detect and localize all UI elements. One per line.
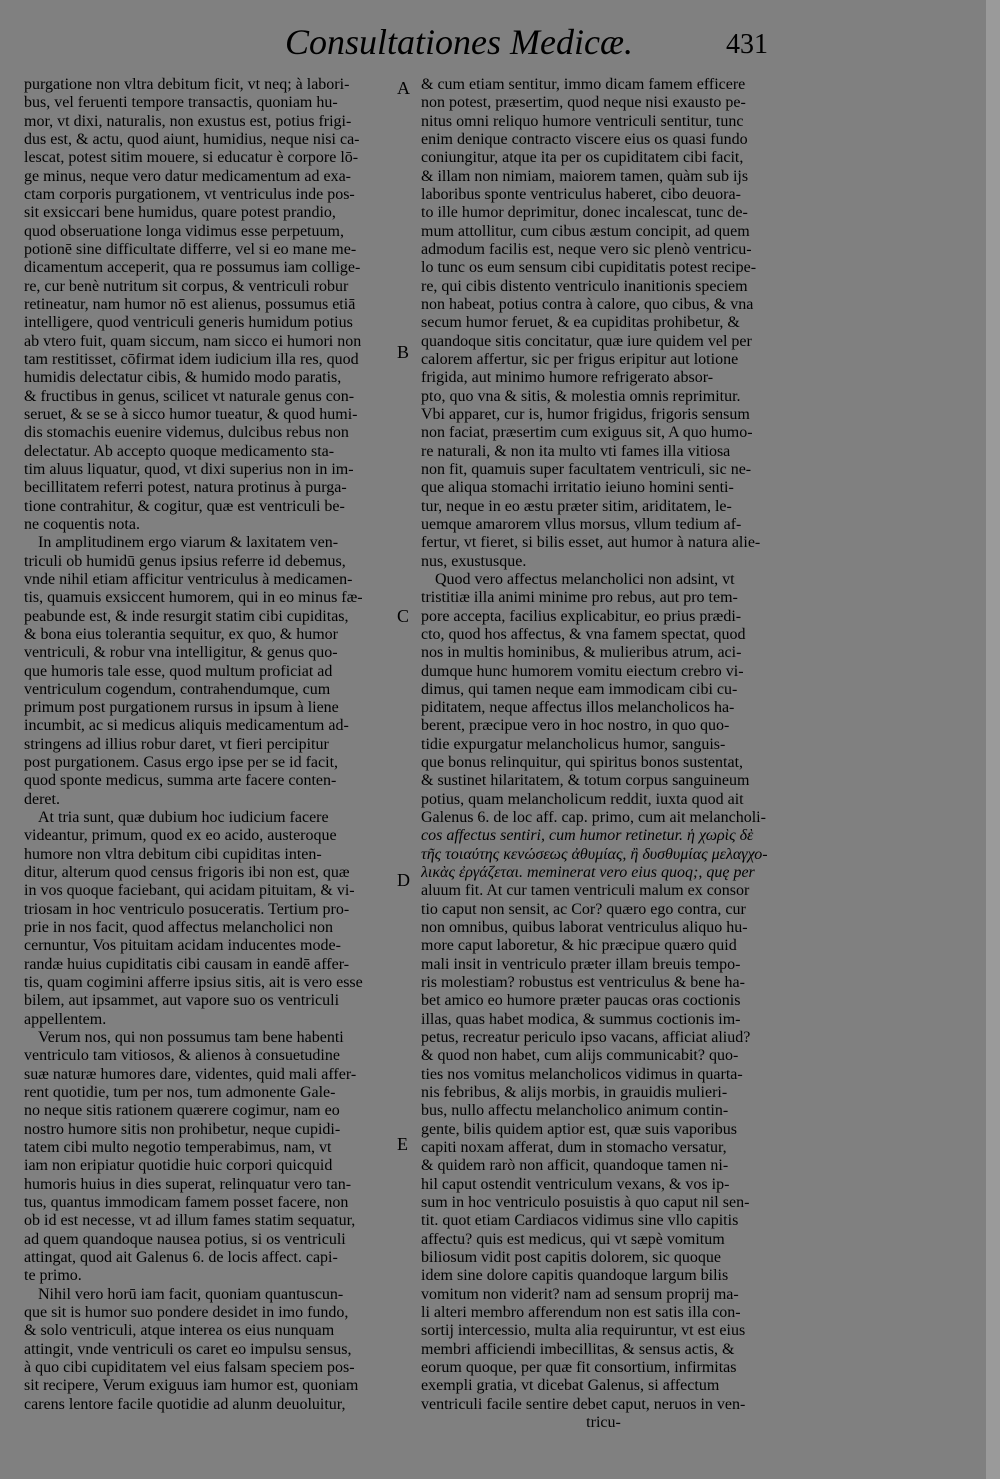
left-column-line: & solo ventriculi, atque interea os eius nunquam bbox=[24, 1322, 335, 1340]
right-column-line: τῆς τοιαύτης κενώσεως ἀθυμίας, ἢ δυσθυμίας μελαγχο- bbox=[421, 845, 768, 863]
left-column-line: que sit is humor suo pondere desidet in imo fundo, bbox=[24, 1303, 349, 1321]
margin-marker-c: C bbox=[397, 606, 410, 626]
right-column-line: que aliqua stomachi irritatio ieiuno homini senti- bbox=[421, 479, 734, 497]
left-column-line: potionē sine difficultate differre, vel si eo mane me- bbox=[24, 240, 357, 258]
right-column-line: membri afficiendi imbecillitas, & sensus actis, & bbox=[421, 1340, 735, 1358]
left-column-line: iam non eripiatur quotidie huic corpori quicquid bbox=[24, 1157, 333, 1175]
left-column-line: te primo. bbox=[24, 1267, 82, 1285]
right-column-line: & illam non nimiam, maiorem tamen, quàm sub ijs bbox=[421, 167, 749, 185]
left-column-line: ventriculum cogendum, contrahendumque, cum bbox=[24, 680, 331, 698]
right-column-line: vomitum non viderit? nam ad sensum proprij ma- bbox=[421, 1285, 739, 1303]
right-column-line: coniungitur, atque ita per os cupiditatem cibi facit, bbox=[421, 149, 744, 167]
left-column-line: rent quotidie, tum per nos, tum admonente Gale- bbox=[24, 1084, 336, 1102]
right-column-line: capiti noxam afferat, dum in stomacho versatur, bbox=[421, 1139, 727, 1157]
left-column-line: dis stomachis euenire videmus, dulcibus rebus non bbox=[24, 424, 349, 442]
left-column-line: bilem, aut ipsammet, aut vapore suo os ventriculi bbox=[24, 992, 340, 1010]
right-column-line: exempli gratia, vt dicebat Galenus, si affectum bbox=[421, 1377, 720, 1395]
left-column-line: ventriculi, & robur vna intelligitur, & genus quo- bbox=[24, 644, 338, 662]
margin-marker-e: E bbox=[397, 1134, 408, 1154]
left-column-line: ventriculo tam vitiosos, & alienos à consuetudine bbox=[24, 1047, 340, 1065]
right-column-line: tristitiæ illa animi minime pro rebus, aut pro tem- bbox=[421, 589, 738, 607]
right-column-line: mum attollitur, cum cibus æstum concipit, ad quem bbox=[421, 222, 750, 240]
right-column-line: re, qui cibis distento ventriculo inanitionis speciem bbox=[421, 277, 748, 295]
left-column-line: ne coquentis nota. bbox=[24, 515, 140, 533]
left-column-line: que humoris tale esse, quod multum proficiat ad bbox=[24, 662, 333, 680]
right-column-line: & sustinet hilaritatem, & totum corpus sanguineum bbox=[421, 772, 750, 790]
right-column-line: affectu? quis est medicus, qui vt sæpè vomitum bbox=[421, 1230, 725, 1248]
right-column-line: tidie expurgatur melancholicus humor, sanguis- bbox=[421, 735, 726, 753]
right-column-line: non omnibus, quibus laborat ventriculus aliquo hu- bbox=[421, 919, 748, 937]
right-column-line: non faciat, præsertim cum exiguus sit, A quo humo- bbox=[421, 424, 753, 442]
right-column-line: pto, quo vna & sitis, & molestia omnis reprimitur. bbox=[421, 387, 741, 405]
left-column-line: tatem cibi multo negotio temperabimus, nam, vt bbox=[24, 1139, 332, 1157]
left-column-line: stringens ad illius robur daret, vt fieri percipitur bbox=[24, 735, 329, 753]
right-column-line: ris molestiam? robustus est ventriculus & bene ha- bbox=[421, 974, 745, 992]
running-head-title: Consultationes Medicæ. bbox=[285, 22, 633, 62]
left-text-column bbox=[24, 76, 399, 1414]
right-column-line: calorem affertur, sic per frigus eripitur aut lotione bbox=[421, 350, 739, 368]
left-column-line: cernuntur, Vos pituitam acidam inducentes mode- bbox=[24, 937, 341, 955]
left-column-line: in vos quoque faciebant, qui acidam pituitam, & vi- bbox=[24, 882, 355, 900]
left-column-line: humore non vltra debitum cibi cupiditas inten- bbox=[24, 845, 322, 863]
right-column-line: tricu- bbox=[586, 1413, 621, 1431]
left-column-line: retineatur, nam humor nō est alienus, possumus etiā bbox=[24, 295, 356, 313]
left-column-line: bus, vel feruenti tempore transactis, quoniam hu- bbox=[24, 94, 338, 112]
right-column-line: fertur, vt fieret, si bilis esset, aut humor à natura alie- bbox=[421, 534, 761, 552]
right-column-line: uemque amarorem vllus morsus, vllum tedium af- bbox=[421, 515, 742, 533]
right-column-line: & quidem rarò non afficit, quandoque tamen ni- bbox=[421, 1157, 729, 1175]
left-column-line: triosam in hoc ventriculo posuceratis. Tertium pro- bbox=[24, 900, 350, 918]
right-column-line: hil caput ostendit ventriculum vexans, & vos ip- bbox=[421, 1175, 730, 1193]
left-column-line: ditur, alterum quod census frigoris ibi non est, quæ bbox=[24, 864, 350, 882]
right-column-line: secum humor feruet, & ea cupiditas prohibetur, & bbox=[421, 314, 740, 332]
left-column-line: In amplitudinem ergo viarum & laxitatem ven- bbox=[38, 534, 339, 552]
right-column-line: pore accepta, facilius explicabitur, eo prius prædi- bbox=[421, 607, 742, 625]
left-column-line: tis, quam cogimini afferre ipsius sitis, ait is vero esse bbox=[24, 974, 363, 992]
right-column-line: berent, præcipue vero in hoc nostro, in quo quo- bbox=[421, 717, 730, 735]
right-column-line: sortij intercessio, multa alia requiruntur, vt est eius bbox=[421, 1322, 746, 1340]
right-column-line: Quod vero affectus melancholici non adsint, vt bbox=[435, 570, 735, 588]
left-column-line: tione contrahitur, & cogitur, quæ est ventriculi be- bbox=[24, 497, 345, 515]
right-column-line: piditatem, neque affectus illos melancholicos ha- bbox=[421, 699, 735, 717]
left-column-line: attingat, quod ait Galenus 6. de locis affect. capi- bbox=[24, 1249, 338, 1266]
left-column-line: Verum nos, qui non possumus tam bene habenti bbox=[38, 1029, 344, 1047]
left-column-line: ge minus, neque vero datur medicamentum ad exa- bbox=[24, 167, 351, 185]
margin-marker-a: A bbox=[397, 78, 410, 98]
right-column-line: gente, bilis quidem aptior est, quæ suis vaporibus bbox=[421, 1120, 737, 1138]
left-column-line: post purgationem. Casus ergo ipse per se id facit, bbox=[24, 754, 339, 772]
left-column-line: mor, vt dixi, naturalis, non exustus est, potius frigi- bbox=[24, 112, 352, 130]
left-column-line: deret. bbox=[24, 790, 60, 808]
right-text-column bbox=[421, 76, 786, 1432]
right-column-line: ties nos vomitus melancholicos vidimus in quarta- bbox=[421, 1065, 743, 1083]
left-column-line: sit exsiccari bene humidus, quare potest prandio, bbox=[24, 204, 336, 222]
left-column-line: primum post purgationem rursus in ipsum à liene bbox=[24, 699, 339, 717]
left-column-line: seruet, & se se à sicco humor tueatur, & quod humi- bbox=[24, 405, 358, 423]
left-column-line: tim aluus liquatur, quod, vt dixi superius non in im- bbox=[24, 460, 354, 478]
left-column-line: ob id est necesse, vt ad illum fames statim sequatur, bbox=[24, 1212, 356, 1230]
page-edge-strip bbox=[986, 0, 1000, 1479]
left-column-line: videantur, primum, quod ex eo acido, austeroque bbox=[24, 827, 337, 845]
right-column-line: idem sine dolore capitis quandoque largum bilis bbox=[421, 1267, 729, 1285]
right-column-line: Vbi apparet, cur is, humor frigidus, frigoris sensum bbox=[421, 405, 750, 423]
right-column-line: non habeat, potius contra à calore, quo cibus, & vna bbox=[421, 295, 754, 313]
left-column-line: vnde nihil etiam afficitur ventriculus à medicamen- bbox=[24, 570, 353, 588]
left-column-line: Nihil vero horū iam facit, quoniam quantuscun- bbox=[38, 1285, 344, 1303]
left-column-line: dus est, & actu, quod aiunt, humidius, neque nisi ca- bbox=[24, 130, 360, 148]
right-column-line: λικὰς ἐργάζεται. meminerat vero eius quoq;, quę per bbox=[421, 864, 755, 882]
right-column-line: & quod non habet, cum alijs communicabit? quo- bbox=[421, 1047, 739, 1065]
left-column-line: attingit, vnde ventriculi os caret eo impulsu sensus, bbox=[24, 1340, 352, 1358]
left-column-line: dicamentum acceperit, qua re possumus iam collige- bbox=[24, 259, 361, 277]
right-column-line: illas, quas habet modica, & summus coctionis im- bbox=[421, 1010, 741, 1028]
left-column-line: humidis delectatur cibis, & humido modo paratis, bbox=[24, 369, 342, 387]
right-column-line: bus, nullo affectu melancholico animum contin- bbox=[421, 1102, 729, 1120]
right-column-line: potius, quam melancholicum reddit, iuxta quod ait bbox=[421, 790, 744, 808]
left-column-line: no neque sitis rationem quærere cogimur, nam eo bbox=[24, 1102, 340, 1120]
right-column-line: nus, exustusque. bbox=[421, 552, 527, 570]
left-column-line: triculi ob humidū genus ipsius referre id debemus, bbox=[24, 552, 346, 570]
right-column-line: petus, recreatur periculo ipso vacans, afficiat aliud? bbox=[421, 1029, 751, 1047]
right-column-line: lo tunc os eum sensum cibi cupiditatis potest recipe- bbox=[421, 259, 757, 277]
margin-marker-d: D bbox=[397, 870, 410, 890]
left-column-line: purgatione non vltra debitum ficit, vt neq; à labori- bbox=[24, 76, 350, 93]
left-column-line: & fructibus in genus, scilicet vt naturale genus con- bbox=[24, 387, 355, 405]
right-column-line: bet amico eo humore præter paucas oras coctionis bbox=[421, 992, 741, 1010]
right-column-line: ventriculi facile sentire debet caput, neruos in ven- bbox=[421, 1395, 746, 1413]
right-column-line: nos in multis hominibus, & mulieribus atrum, aci- bbox=[421, 644, 742, 662]
left-column-line: At tria sunt, quæ dubium hoc iudicium facere bbox=[38, 809, 329, 827]
right-column-line: biliosum vidit post capitis dolorem, sic quoque bbox=[421, 1249, 721, 1266]
right-column-line: tit. quot etiam Cardiacos vidimus sine vllo capitis bbox=[421, 1212, 739, 1230]
left-column-line: suæ naturæ humores dare, videntes, quid mali affer- bbox=[24, 1065, 357, 1083]
right-column-line: li alteri membro afferendum non est satis illa con- bbox=[421, 1303, 741, 1321]
left-column-line: quod sponte medicus, summa arte facere conten- bbox=[24, 772, 337, 790]
left-column-line: quod obseruatione longa vidimus esse perpetuum, bbox=[24, 222, 344, 240]
left-column-line: ad quem quandoque nausea potius, si os ventriculi bbox=[24, 1230, 346, 1248]
page-number: 431 bbox=[726, 29, 768, 60]
right-column-line: Galenus 6. de loc aff. cap. primo, cum ait melancholi- bbox=[421, 809, 766, 827]
left-column-line: humoris huius in dies superat, relinquatur vero tan- bbox=[24, 1175, 352, 1193]
left-column-line: becillitatem referri potest, natura protinus à purga- bbox=[24, 479, 347, 497]
left-column-line: tus, quantus immodicam famem posset facere, non bbox=[24, 1194, 349, 1212]
left-column-line: delectatur. Ab accepto quoque medicamento sta- bbox=[24, 442, 335, 460]
right-column-line: admodum facilis est, neque vero sic plenò ventricu- bbox=[421, 240, 752, 258]
left-column-line: appellentem. bbox=[24, 1010, 107, 1028]
right-column-line: enim denique contracto viscere eius os quasi fundo bbox=[421, 130, 748, 148]
right-column-line: non fit, quamuis super facultatem ventriculi, sic ne- bbox=[421, 460, 752, 478]
right-column-line: que bonus relinquitur, qui spiritus bonos sustentat, bbox=[421, 754, 744, 772]
right-column-line: more caput laboretur, & hic præcipue quæro quid bbox=[421, 937, 737, 955]
right-column-line: nitus omni reliquo humore ventriculi sentitur, tunc bbox=[421, 112, 744, 130]
margin-marker-b: B bbox=[397, 342, 410, 362]
left-column-line: sit recipere, Verum exiguus iam humor est, quoniam bbox=[24, 1377, 359, 1395]
left-column-line: ctam corporis purgationem, vt ventriculus inde pos- bbox=[24, 185, 355, 203]
right-column-line: to ille humor deprimitur, donec incalescat, tunc de- bbox=[421, 204, 748, 222]
right-column-line: mali insit in ventriculo præter illam breuis tempo- bbox=[421, 955, 741, 973]
left-column-line: prie in nos facit, quod affectus melancholici non bbox=[24, 919, 333, 937]
right-column-line: cto, quod hos affectus, & vna famem spectat, quod bbox=[421, 625, 746, 643]
right-column-line: nis febribus, & alijs morbis, in grauidis mulieri- bbox=[421, 1084, 728, 1102]
right-column-line: dimus, qui tamen neque eam immodicam cibi cu- bbox=[421, 680, 738, 698]
right-column-line: tur, neque in eo æstu præter sitim, ariditatem, le- bbox=[421, 497, 732, 515]
right-column-line: tio caput non sensit, ac Cor? quæro ego contra, cur bbox=[421, 900, 746, 918]
left-column-line: tam restitisset, cōfirmat idem iudicium illa res, quod bbox=[24, 350, 359, 368]
left-column-line: ab vtero fuit, quam siccum, nam sicco ei humori non bbox=[24, 332, 362, 350]
right-column-line: sum in hoc ventriculo posuistis à quo caput nil sen- bbox=[421, 1194, 750, 1212]
right-column-line: quandoque sitis concitatur, quæ iure quidem vel per bbox=[421, 332, 752, 350]
right-column-line: re naturali, & non ita multo vti fames illa vitiosa bbox=[421, 442, 731, 460]
left-column-line: nostro humore sitis non prohibetur, neque cupidi- bbox=[24, 1120, 341, 1138]
right-column-line: dumque hunc humorem vomitu eiectum crebro vi- bbox=[421, 662, 744, 680]
left-column-line: tis, quamuis exsiccent humorem, qui in eo minus fæ- bbox=[24, 589, 363, 607]
right-column-line: frigida, aut minimo humore refrigerato absor- bbox=[421, 369, 714, 387]
right-column-line: laboribus sponte ventriculus haberet, cibo deuora- bbox=[421, 185, 741, 203]
left-column-line: re, cur benè nutritum sit corpus, & ventriculi robur bbox=[24, 277, 349, 295]
left-column-line: peabunde est, & inde resurgit statim cibi cupiditas, bbox=[24, 607, 349, 625]
right-column-line: & cum etiam sentitur, immo dicam famem efficere bbox=[421, 76, 746, 93]
left-column-line: à quo cibi cupiditatem vel eius falsam speciem pos- bbox=[24, 1358, 355, 1376]
right-column-line: non potest, præsertim, quod neque nisi exausto pe- bbox=[421, 94, 746, 112]
left-column-line: carens lentore facile quotidie ad alunm deuoluitur, bbox=[24, 1395, 346, 1413]
left-column-line: & bona eius tolerantia sequitur, ex quo, & humor bbox=[24, 625, 338, 643]
right-column-line: cos affectus sentiri, cum humor retinetur. ἡ χωρὶς δὲ bbox=[421, 827, 754, 845]
left-column-line: incumbit, ac si medicus aliquis medicamentum ad- bbox=[24, 717, 349, 735]
left-column-line: intelligere, quod ventriculi generis humidum potius bbox=[24, 314, 353, 332]
left-column-line: randæ huius cupiditatis cibi causam in eandē affer- bbox=[24, 955, 350, 973]
right-column-line: eorum quoque, per quæ fit consortium, infirmitas bbox=[421, 1358, 737, 1376]
right-column-line: aluum fit. At cur tamen ventriculi malum ex consor bbox=[421, 882, 750, 900]
left-column-line: lescat, potest sitim mouere, si educatur è corpore lō- bbox=[24, 149, 359, 167]
